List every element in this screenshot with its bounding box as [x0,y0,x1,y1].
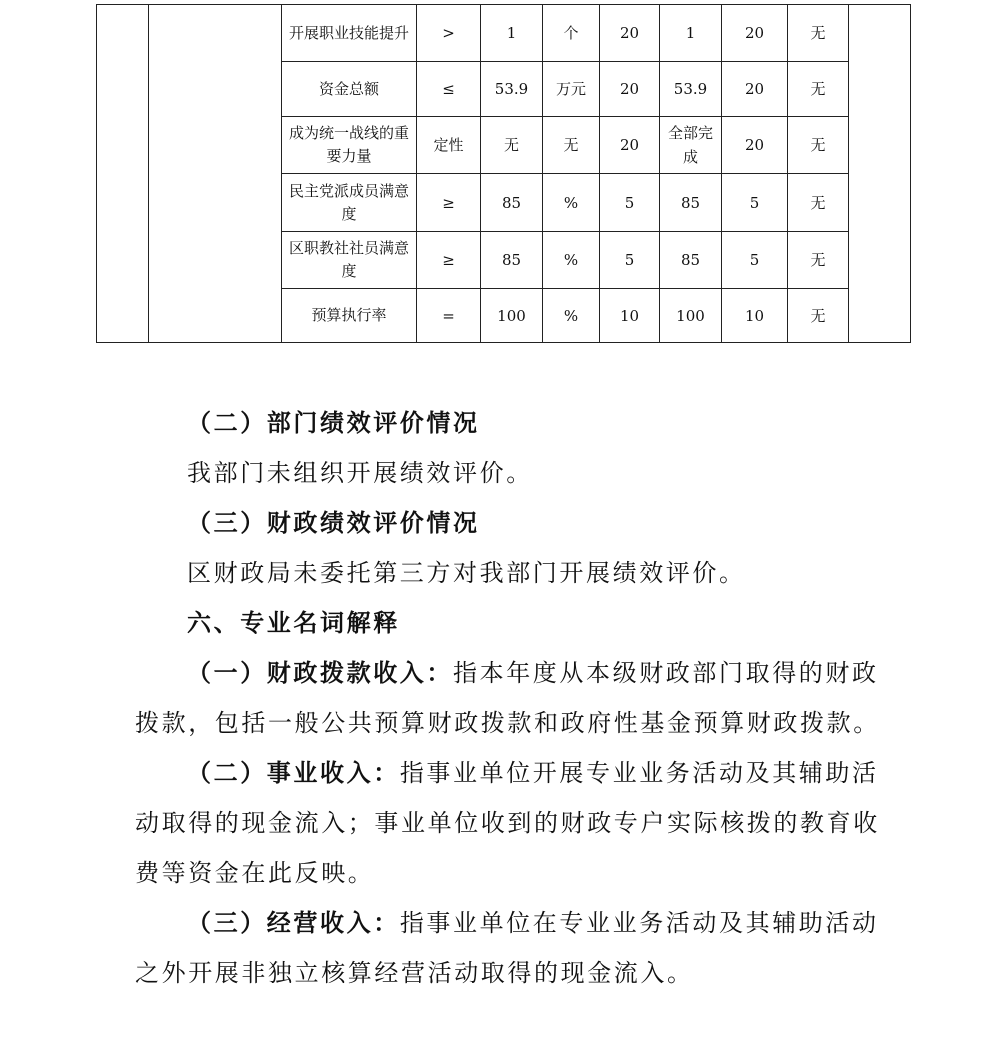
indicator-note: 无 [788,117,849,174]
indicator-score: 20 [722,117,788,174]
indicator-note: 无 [788,289,849,343]
indicator-weight: 20 [600,62,660,117]
indicator-weight: 20 [600,5,660,62]
paragraph: 区财政局未委托第三方对我部门开展绩效评价。 [187,559,746,587]
performance-indicator-table [96,4,911,343]
indicator-target: 1 [481,5,543,62]
term-label: （二）事业收入： [187,758,400,787]
indicator-target: 无 [481,117,543,174]
indicator-unit: 个 [543,5,600,62]
indicator-note: 无 [788,5,849,62]
indicator-score: 20 [722,62,788,117]
indicator-name: 开展职业技能提升 [282,5,417,62]
term-paragraph [135,748,880,898]
term-definition: 指本年度从本级财政部门取得的财政拨款，包括一般公共预算财政拨款和政府性基金预算财政拨款。 [135,659,880,737]
indicator-weight: 10 [600,289,660,343]
indicator-score: 20 [722,5,788,62]
section-heading: （二）部门绩效评价情况 [187,408,480,437]
indicator-name: 预算执行率 [282,289,417,343]
indicator-unit: 无 [543,117,600,174]
indicator-weight: 5 [600,232,660,289]
indicator-note: 无 [788,232,849,289]
section-heading: （三）财政绩效评价情况 [187,508,480,537]
indicator-operator: > [417,5,481,62]
indicator-weight: 20 [600,117,660,174]
indicator-actual: 53.9 [660,62,722,117]
indicator-name: 民主党派成员满意度 [282,174,417,232]
indicator-name: 成为统一战线的重要力量 [282,117,417,174]
indicator-score: 5 [722,232,788,289]
indicator-weight: 5 [600,174,660,232]
table-row [97,5,911,62]
term-label: （三）经营收入： [187,908,400,937]
indicator-operator: = [417,289,481,343]
table-blank-cell [97,5,149,343]
table-blank-cell [849,5,911,343]
indicator-operator: 定性 [417,117,481,174]
paragraph: 我部门未组织开展绩效评价。 [187,459,533,487]
indicator-actual: 100 [660,289,722,343]
term-paragraph [135,648,880,748]
indicator-operator: ≥ [417,232,481,289]
indicator-score: 5 [722,174,788,232]
indicator-actual: 85 [660,174,722,232]
indicator-name: 资金总额 [282,62,417,117]
indicator-operator: ≤ [417,62,481,117]
indicator-actual: 85 [660,232,722,289]
indicator-name: 区职教社社员满意度 [282,232,417,289]
term-label: （一）财政拨款收入： [187,658,453,687]
indicator-unit: 万元 [543,62,600,117]
indicator-unit: % [543,232,600,289]
indicator-actual: 1 [660,5,722,62]
indicator-target: 85 [481,232,543,289]
indicator-actual: 全部完成 [660,117,722,174]
term-definition: 指事业单位在专业业务活动及其辅助活动之外开展非独立核算经营活动取得的现金流入。 [135,909,879,987]
indicator-target: 53.9 [481,62,543,117]
indicator-unit: % [543,174,600,232]
indicator-target: 85 [481,174,543,232]
indicator-unit: % [543,289,600,343]
indicator-note: 无 [788,62,849,117]
table-blank-cell [149,5,282,343]
indicator-note: 无 [788,174,849,232]
term-definition: 指事业单位开展专业业务活动及其辅助活动取得的现金流入；事业单位收到的财政专户实际核拨的教育收费等资金在此反映。 [135,759,880,887]
indicator-score: 10 [722,289,788,343]
performance-table-wrapper [96,4,911,343]
document-body [135,398,880,998]
indicator-operator: ≥ [417,174,481,232]
term-paragraph [135,898,880,998]
indicator-target: 100 [481,289,543,343]
chapter-heading: 六、专业名词解释 [187,608,400,637]
